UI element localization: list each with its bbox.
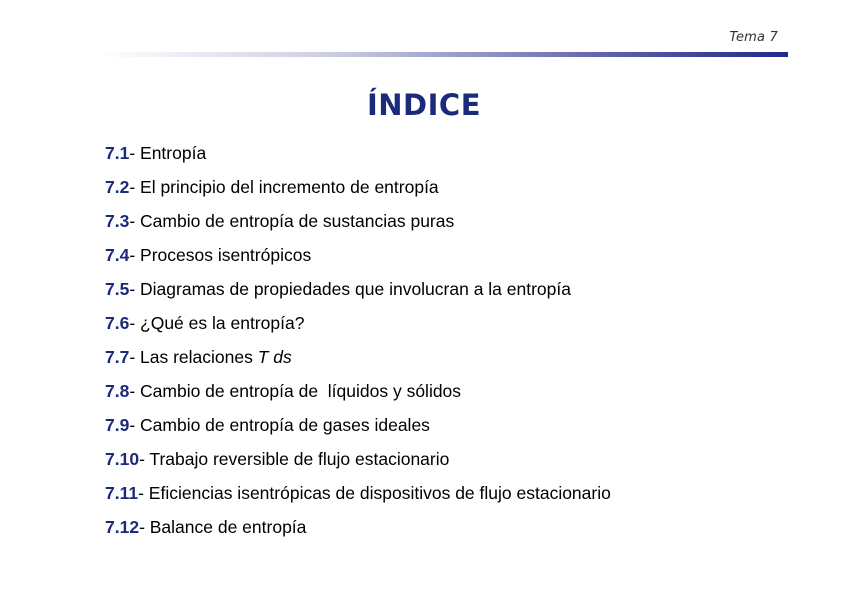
toc-item-number: 7.4 — [105, 245, 130, 265]
header-label: Tema 7 — [729, 30, 778, 45]
toc-item-text: - Cambio de entropía de líquidos y sólidos — [129, 381, 462, 401]
toc-item-number: 7.12 — [105, 517, 140, 537]
toc-item-text: - Trabajo reversible de flujo estacionario — [139, 449, 450, 469]
toc-item-italic-text: T ds — [257, 347, 292, 367]
toc-item-7-6 — [105, 310, 611, 344]
toc-item-7-11 — [105, 480, 611, 514]
toc-item-number: 7.7 — [105, 347, 130, 367]
toc-item-number: 7.10 — [105, 449, 140, 469]
toc-item-7-9 — [105, 412, 611, 446]
toc-item-7-8 — [105, 378, 611, 412]
toc-item-text: - El principio del incremento de entropía — [129, 177, 439, 197]
toc-item-number: 7.8 — [105, 381, 130, 401]
toc-item-text: - Entropía — [129, 143, 207, 163]
toc-item-7-2 — [105, 174, 611, 208]
toc-item-number: 7.9 — [105, 415, 130, 435]
table-of-contents — [105, 140, 611, 548]
toc-item-text: - ¿Qué es la entropía? — [129, 313, 305, 333]
toc-item-text: - Cambio de entropía de gases ideales — [129, 415, 430, 435]
toc-item-7-5 — [105, 276, 611, 310]
toc-item-7-10 — [105, 446, 611, 480]
toc-item-number: 7.1 — [105, 143, 130, 163]
toc-item-number: 7.6 — [105, 313, 130, 333]
toc-item-number: 7.2 — [105, 177, 130, 197]
toc-item-text: - Balance de entropía — [139, 517, 307, 537]
toc-item-7-7 — [105, 344, 611, 378]
toc-item-number: 7.3 — [105, 211, 130, 231]
toc-item-text: - Diagramas de propiedades que involucran a la entropía — [129, 279, 571, 299]
toc-item-text: - Eficiencias isentrópicas de dispositivos de flujo estacionario — [138, 483, 611, 503]
page-title: ÍNDICE — [366, 88, 481, 122]
toc-item-7-12 — [105, 514, 611, 548]
toc-item-text: - Cambio de entropía de sustancias puras — [129, 211, 455, 231]
toc-item-number: 7.11 — [105, 483, 139, 503]
toc-item-7-4 — [105, 242, 611, 276]
toc-item-text: - Procesos isentrópicos — [129, 245, 312, 265]
toc-item-7-1 — [105, 140, 611, 174]
header-divider — [100, 52, 788, 57]
toc-item-number: 7.5 — [105, 279, 130, 299]
toc-item-text: - Las relaciones — [129, 347, 258, 367]
toc-item-7-3 — [105, 208, 611, 242]
